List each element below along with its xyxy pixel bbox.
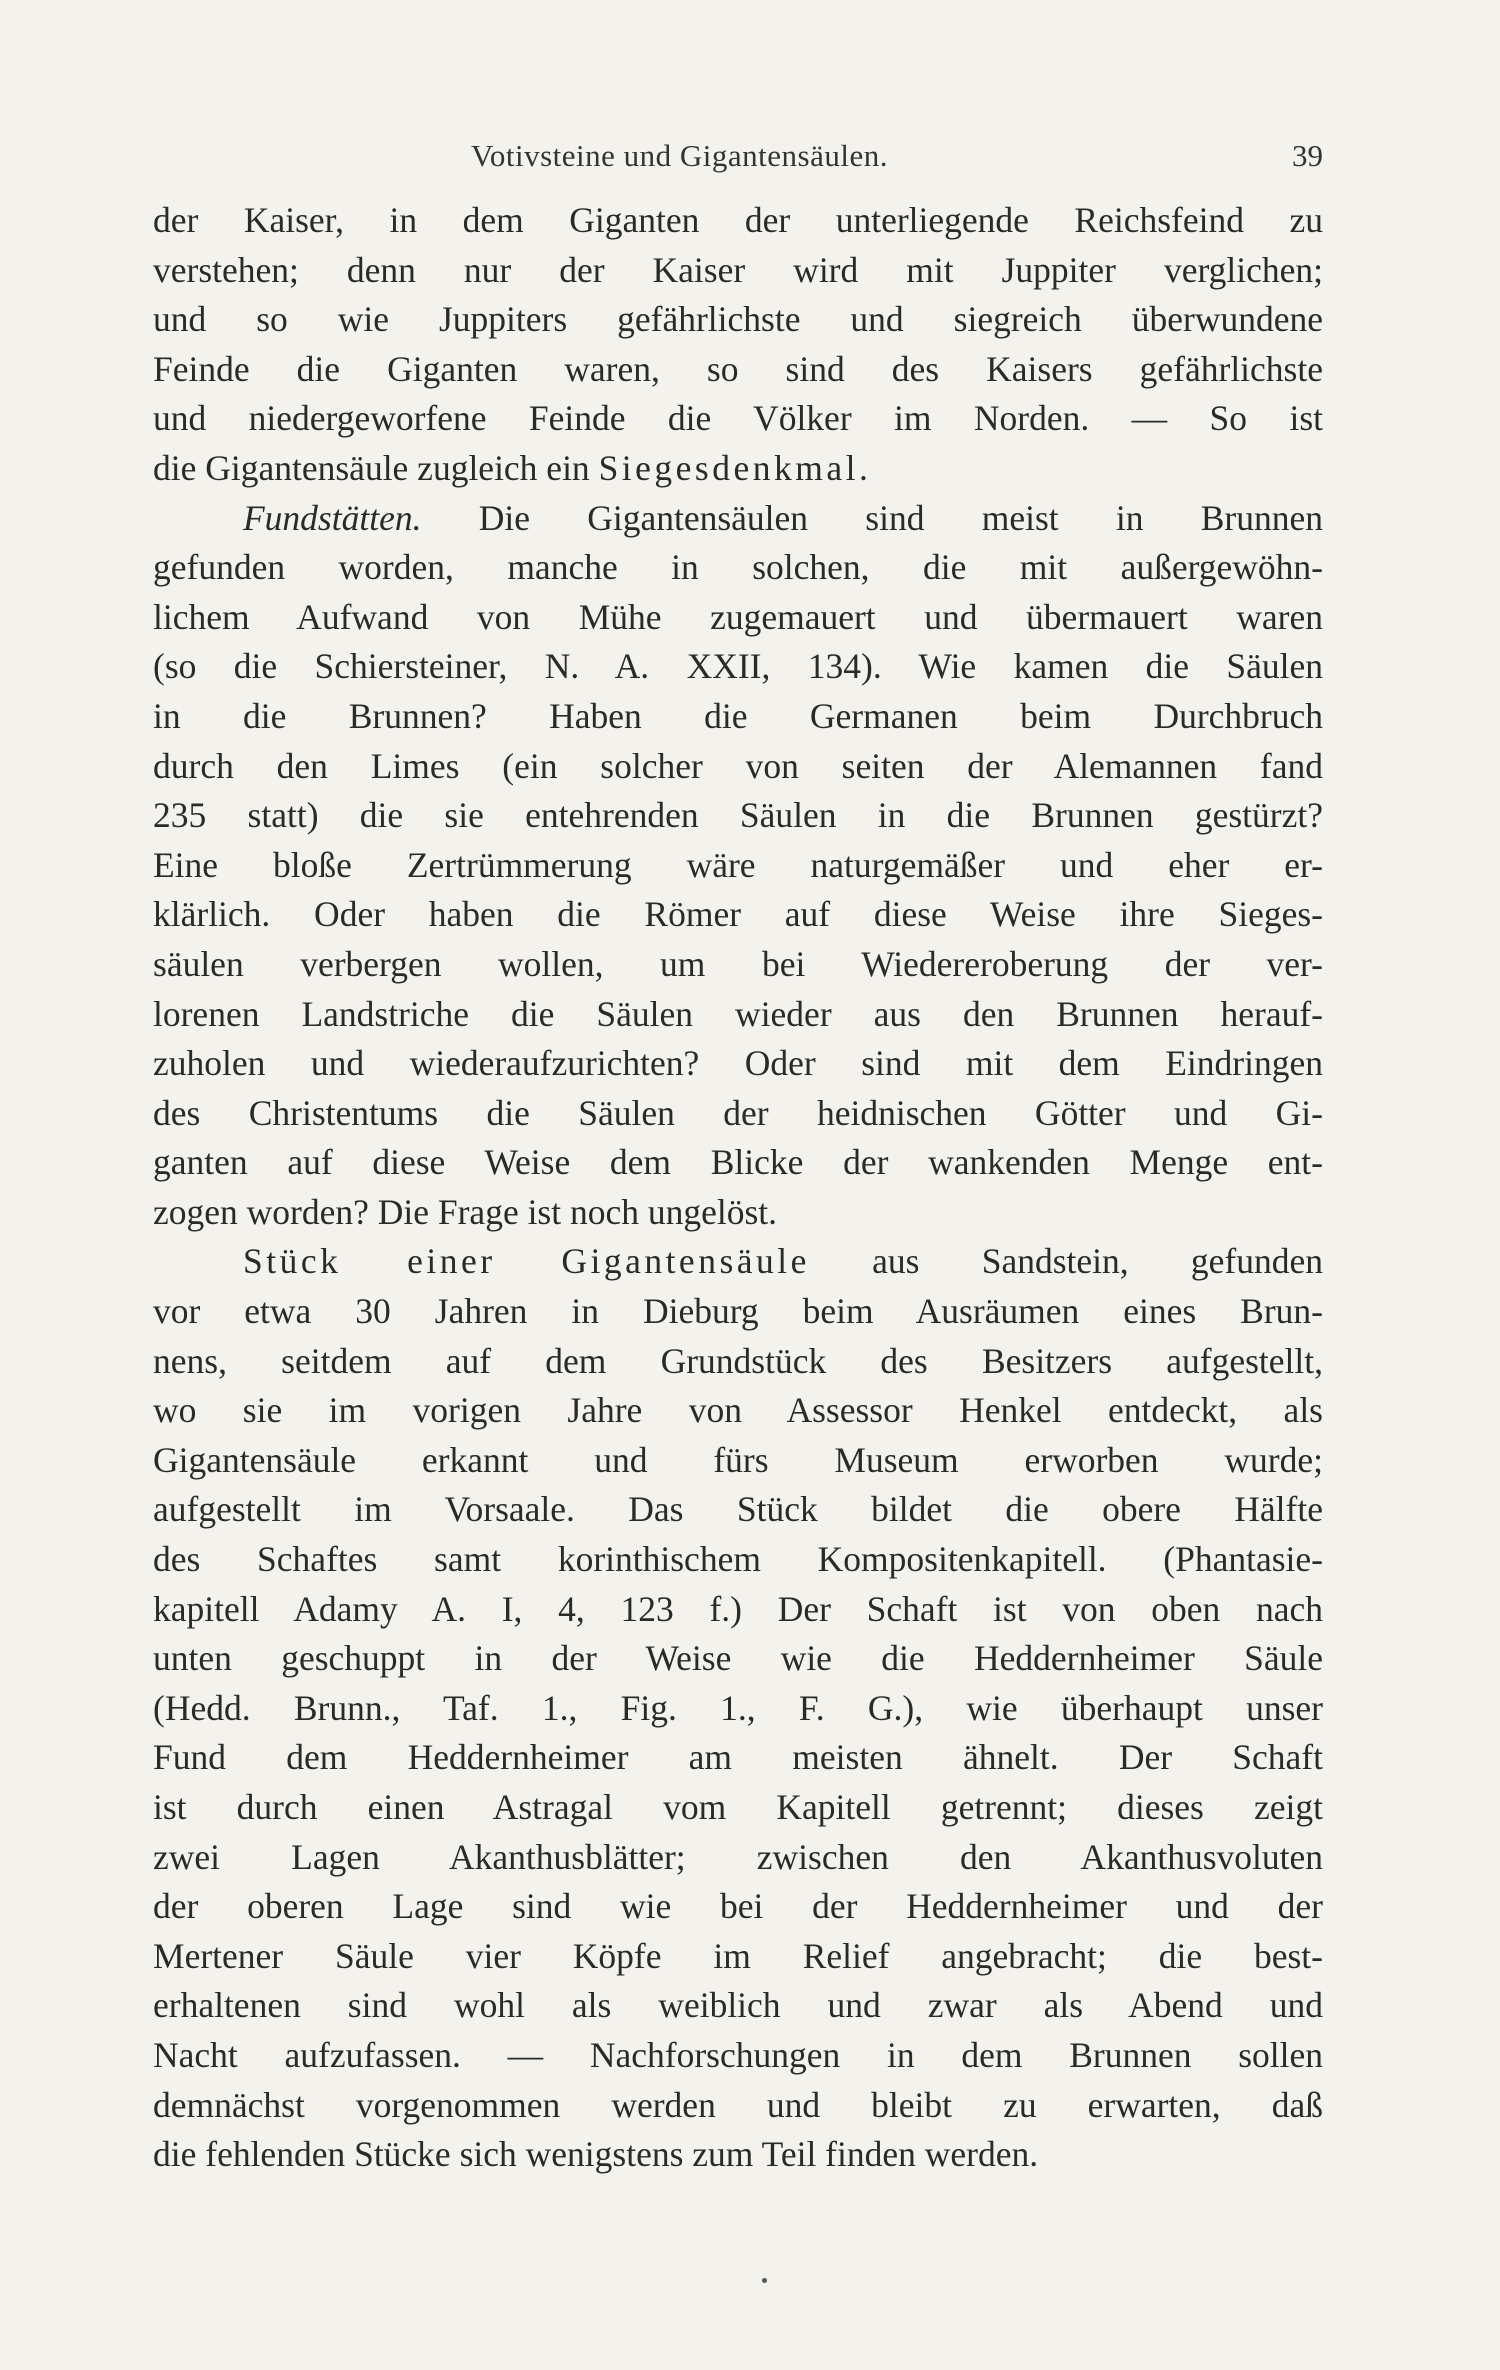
text-line: aufgestellt im Vorsaale. Das Stück bildet die obere Hälfte	[153, 1489, 1323, 1530]
page-number: 39	[1292, 138, 1323, 173]
text-line: wo sie im vorigen Jahre von Assessor Henkel entdeckt, als	[153, 1390, 1323, 1431]
text-line: zogen worden? Die Frage ist noch ungelöst.	[153, 1191, 778, 1232]
running-head: Votivsteine und Gigantensäulen.	[471, 138, 889, 173]
text-line: gefunden worden, manche in solchen, die mit außergewöhn-	[153, 547, 1323, 588]
text-line: Mertener Säule vier Köpfe im Relief angebracht; die best-	[153, 1935, 1323, 1976]
text-line: Feinde die Giganten waren, so sind des Kaisers gefährlichste	[153, 348, 1323, 389]
text-line: lichem Aufwand von Mühe zugemauert und übermauert waren	[153, 596, 1323, 637]
text-line	[153, 444, 1323, 494]
text-line: ist durch einen Astragal vom Kapitell getrennt; dieses zeigt	[153, 1787, 1323, 1827]
spaced-emphasis: Siegesdenkmal.	[598, 447, 872, 488]
text-line: zwei Lagen Akanthusblätter; zwischen den Akanthusvoluten	[153, 1836, 1323, 1877]
text-line: durch den Limes (ein solcher von seiten der Alemannen fand	[153, 745, 1323, 786]
page-header	[153, 138, 1323, 178]
text-line: der Kaiser, in dem Giganten der unterliegende Reichsfeind zu	[153, 200, 1323, 240]
text-line: verstehen; denn nur der Kaiser wird mit Juppiter verglichen;	[153, 249, 1323, 290]
text-line: und niedergeworfene Feinde die Völker im Norden. — So ist	[153, 398, 1323, 439]
text-line: Fund dem Heddernheimer am meisten ähnelt. Der Schaft	[153, 1737, 1323, 1778]
text-line: (Hedd. Brunn., Taf. 1., Fig. 1., F. G.), wie überhaupt unser	[153, 1687, 1323, 1728]
text-line	[153, 1237, 1323, 1287]
text-segment: die Gigantensäule zugleich ein	[153, 447, 590, 488]
text-line: in die Brunnen? Haben die Germanen beim Durchbruch	[153, 695, 1323, 736]
text-line: säulen verbergen wollen, um bei Wiedereroberung der ver-	[153, 943, 1323, 984]
text-line: demnächst vorgenommen werden und bleibt zu erwarten, daß	[153, 2084, 1323, 2125]
body-text	[153, 196, 1323, 2180]
section-heading-italic: Fundstätten.	[243, 497, 422, 538]
text-line: kapitell Adamy A. I, 4, 123 f.) Der Schaft ist von oben nach	[153, 1588, 1323, 1629]
text-line: lorenen Landstriche die Säulen wieder aus den Brunnen herauf-	[153, 993, 1323, 1034]
spaced-emphasis: Stück einer Gigantensäule	[243, 1241, 810, 1282]
text-line	[153, 494, 1323, 544]
text-segment: Die Gigantensäulen sind meist in Brunnen	[478, 497, 1323, 538]
text-line: ganten auf diese Weise dem Blicke der wankenden Menge ent-	[153, 1142, 1323, 1183]
footer-dot	[762, 2278, 767, 2283]
text-line: Nacht aufzufassen. — Nachforschungen in dem Brunnen sollen	[153, 2034, 1323, 2075]
text-line: Eine bloße Zertrümmerung wäre naturgemäßer und eher er-	[153, 844, 1323, 885]
text-line: des Christentums die Säulen der heidnischen Götter und Gi-	[153, 1092, 1323, 1133]
text-line: und so wie Juppiters gefährlichste und siegreich überwundene	[153, 299, 1323, 340]
text-line: klärlich. Oder haben die Römer auf diese Weise ihre Sieges-	[153, 894, 1323, 935]
text-line: des Schaftes samt korinthischem Kompositenkapitell. (Phantasie-	[153, 1539, 1323, 1580]
text-line: (so die Schiersteiner, N. A. XXII, 134). Wie kamen die Säulen	[153, 646, 1323, 687]
text-line: unten geschuppt in der Weise wie die Heddernheimer Säule	[153, 1638, 1323, 1679]
text-line: vor etwa 30 Jahren in Dieburg beim Ausräumen eines Brun-	[153, 1291, 1323, 1332]
text-line: erhaltenen sind wohl als weiblich und zwar als Abend und	[153, 1985, 1323, 2026]
text-line: zuholen und wiederaufzurichten? Oder sind mit dem Eindringen	[153, 1043, 1323, 1084]
text-line: die fehlenden Stücke sich wenigstens zum Teil finden werden.	[153, 2134, 1039, 2175]
text-line: Gigantensäule erkannt und fürs Museum erworben wurde;	[153, 1439, 1323, 1480]
text-line: nens, seitdem auf dem Grundstück des Besitzers aufgestellt,	[153, 1340, 1323, 1381]
text-segment: aus Sandstein, gefunden	[872, 1241, 1323, 1282]
text-line: der oberen Lage sind wie bei der Heddernheimer und der	[153, 1886, 1323, 1927]
text-line: 235 statt) die sie entehrenden Säulen in die Brunnen gestürzt?	[153, 795, 1323, 836]
